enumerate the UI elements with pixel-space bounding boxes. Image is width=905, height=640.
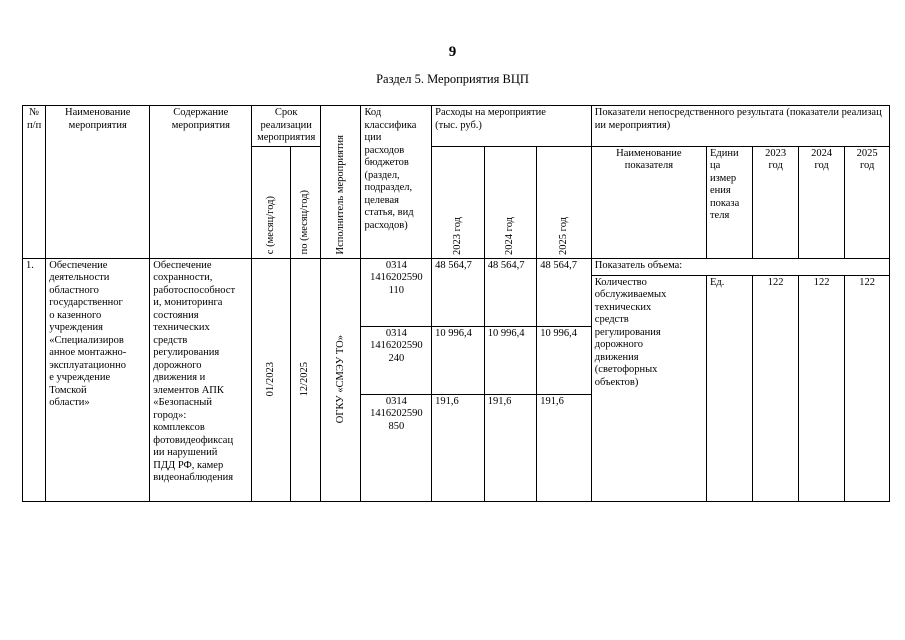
header-ind-y1: 2023 год	[753, 146, 798, 258]
row-y1-3: 191,6	[432, 394, 485, 501]
indicator-group: Показатель объема:	[591, 258, 889, 275]
row-executor-cell	[321, 258, 361, 501]
row-y2-3: 191,6	[484, 394, 537, 501]
header-num: № п/п	[23, 106, 46, 259]
header-period-from: с (месяц/год)	[264, 196, 276, 255]
indicator-y1: 122	[753, 275, 798, 501]
row-from-cell	[252, 258, 290, 501]
row-code-2: 0314 1416202590 240	[361, 326, 432, 394]
header-ind-name: Наименование показателя	[591, 146, 706, 258]
row-y3-2: 10 996,4	[537, 326, 592, 394]
header-code: Код классифика ции расходов бюджетов (раздел, подраздел, целевая статья, вид расходов)	[361, 106, 432, 259]
row-y1-1: 48 564,7	[432, 258, 485, 326]
row-num: 1.	[23, 258, 46, 501]
measures-table	[22, 105, 890, 502]
page-number: 9	[448, 44, 457, 60]
header-year1: 2023 год	[451, 216, 463, 255]
indicator-y3: 122	[845, 275, 890, 501]
row-to-cell	[290, 258, 320, 501]
header-year3: 2025 год	[557, 216, 569, 255]
row-to: 12/2025	[299, 362, 311, 397]
header-year2: 2024 год	[504, 216, 516, 255]
header-period-to: по (месяц/год)	[299, 190, 311, 255]
row-content: Обеспечение сохранности, работоспособност и, мониторинга состояния технических средств регулирования дорожного движения и элементов АПК «Безопасный город»: комплексов фотовидеофиксац ии нарушений ПДД РФ, камер видеонаблюдения	[150, 258, 252, 501]
row-y2-2: 10 996,4	[484, 326, 537, 394]
indicator-y2: 122	[798, 275, 844, 501]
header-name: Наименование мероприятия	[46, 106, 150, 259]
header-period-from-cell	[252, 146, 290, 258]
header-ind-y3: 2025 год	[845, 146, 890, 258]
header-executor: Исполнитель мероприятия	[334, 134, 346, 255]
header-period: Срок реализации мероприятия	[252, 106, 321, 147]
row-code-1: 0314 1416202590 110	[361, 258, 432, 326]
header-indicators: Показатели непосредственного результата (показатели реализации мероприятия)	[591, 106, 889, 147]
row-y2-1: 48 564,7	[484, 258, 537, 326]
header-year1-cell	[432, 146, 485, 258]
section-title: Раздел 5. Мероприятия ВЦП	[376, 72, 529, 86]
header-executor-cell	[321, 106, 361, 259]
row-y3-3: 191,6	[537, 394, 592, 501]
header-period-to-cell	[290, 146, 320, 258]
header-content: Содержание мероприятия	[150, 106, 252, 259]
header-ind-y2: 2024 год	[798, 146, 844, 258]
row-y1-2: 10 996,4	[432, 326, 485, 394]
row-executor: ОГКУ «СМЭУ ТО»	[334, 335, 346, 424]
indicator-unit: Ед.	[706, 275, 752, 501]
indicator-name: Количество обслуживаемых технических средств регулирования дорожного движения (светофорных объектов)	[591, 275, 706, 501]
row-name: Обеспечение деятельности областного государственног о казенного учреждения «Специализиров анное монтажно- эксплуатационно е учреждение Томской области»	[46, 258, 150, 501]
header-year2-cell	[484, 146, 537, 258]
row-from: 01/2023	[264, 362, 276, 397]
header-year3-cell	[537, 146, 592, 258]
row-y3-1: 48 564,7	[537, 258, 592, 326]
header-expenses: Расходы на мероприятие (тыс. руб.)	[432, 106, 592, 147]
row-code-3: 0314 1416202590 850	[361, 394, 432, 501]
header-ind-unit: Едини ца измер ения показа теля	[706, 146, 752, 258]
